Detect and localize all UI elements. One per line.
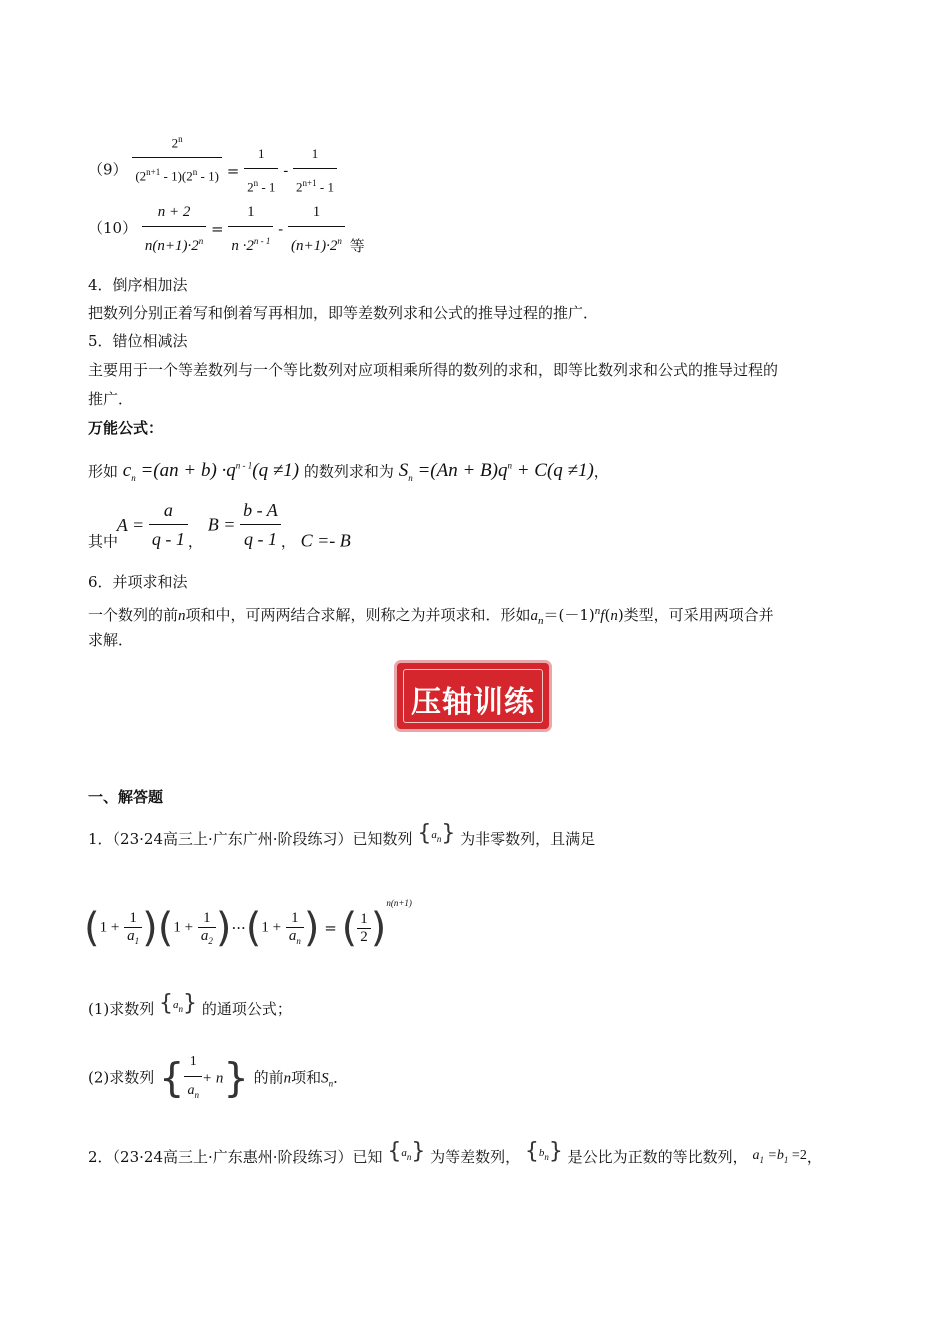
q1-p2-den: a xyxy=(187,1083,195,1098)
q1-p1-a: (1)求数列 xyxy=(88,1000,155,1018)
question-2-intro: 2．（23·24高三上·广东惠州·阶段练习）已知 {$^a_n$} 为等差数列， {$^b_n$} 是公比为正数的等比数列， $a_1 =b_1 =2$， xyxy=(88,1139,822,1166)
q1-intro-a: 1．（23·24高三上·广东广州·阶段练习）已知数列 xyxy=(88,830,413,848)
q1-a2: a xyxy=(200,928,209,944)
q1-p2-frac xyxy=(184,1048,202,1109)
q1-p2-num: 1 xyxy=(184,1048,202,1077)
q1-p2-sn-sub: n xyxy=(328,1078,334,1089)
f10-r2-den: (n+1)·2 xyxy=(291,238,338,254)
q2-bn: b xyxy=(538,1147,545,1159)
s6-f: f xyxy=(600,608,605,624)
q1-factor1-frac xyxy=(124,910,142,946)
f9-den-b: - 1)(2 xyxy=(160,168,193,184)
f10-den-sup: n xyxy=(198,236,204,246)
q1-factor2-frac xyxy=(198,910,216,946)
universal-mid: 的数列求和为 xyxy=(303,462,394,481)
q1-an2-sub: n xyxy=(296,936,301,946)
universal-expr1-sup: n - 1 xyxy=(235,461,253,471)
s6-part-e: )类型，可采用两项合并 xyxy=(617,606,774,624)
s6-an-sub: n xyxy=(538,615,544,627)
question-1-part-2: (2)求数列 { $\frac{1}{a_n}$ + n} 的前n项和$S_n$． xyxy=(88,1048,348,1109)
f9-den-a: (2 xyxy=(135,168,147,184)
f9-den-b-sup: n xyxy=(192,167,198,178)
where-sep-2: ， xyxy=(280,532,296,551)
f10-r1-num: 1 xyxy=(228,198,273,227)
universal-comma: ， xyxy=(593,462,609,481)
f10-num: n + 2 xyxy=(142,198,206,227)
formula-9-term1 xyxy=(244,140,278,201)
universal-expr2: =(An + B)q xyxy=(412,460,508,482)
where-sep-1: ， xyxy=(187,532,203,551)
formula-10-lhs xyxy=(142,198,206,260)
section-4-title: 4．倒序相加法 xyxy=(88,276,188,294)
universal-expr1-tail: (q ≠1) xyxy=(252,460,300,482)
f9-r2-den-sup: n+1 xyxy=(302,178,317,188)
q1-p1-b: 的通项公式； xyxy=(201,1000,292,1018)
q1-a2-sub: 2 xyxy=(208,936,213,946)
q2-an: a xyxy=(401,1147,407,1159)
section-6-body-line1 xyxy=(88,597,774,635)
q1-equals: = xyxy=(324,919,337,937)
q2-cond-a: a xyxy=(752,1148,760,1163)
q1-an-sub: n xyxy=(436,834,442,844)
q1-p1-an: a xyxy=(173,999,179,1011)
universal-expr2-tail: + C(q ≠1) xyxy=(511,460,594,482)
f10-equals: = xyxy=(211,220,224,238)
where-a-num: a xyxy=(149,496,188,525)
f10-tail: 等 xyxy=(349,237,365,255)
where-b-num: b - A xyxy=(240,496,281,525)
q1-factor3-frac xyxy=(286,910,304,946)
q1-factor3-one: 1 + xyxy=(261,919,282,936)
where-b-den: q - 1 xyxy=(243,529,277,549)
q1-an2: a xyxy=(288,928,297,944)
formula-10-term2 xyxy=(288,198,345,260)
universal-sn: S xyxy=(398,460,409,482)
f10-minus: - xyxy=(278,220,284,238)
universal-expr2-sup: n xyxy=(507,461,512,471)
q1-f3-num: 1 xyxy=(286,910,304,928)
q1-a1: a xyxy=(127,928,135,944)
q1-p2-sn: S xyxy=(321,1070,329,1087)
f10-r1-den-sup: n - 1 xyxy=(253,236,271,246)
f9-den-a-sup: n+1 xyxy=(146,167,161,178)
q1-p2-end: ． xyxy=(333,1068,349,1087)
formula-9 xyxy=(88,133,337,201)
universal-cn-sub: n xyxy=(131,473,136,484)
q1-factor1-one: 1 + xyxy=(99,919,120,936)
f9-num-sup: n xyxy=(178,133,183,144)
where-b-label: B = xyxy=(207,514,236,535)
s6-part-b: 项和中，可两两结合求解，则称之为并项求和．形如 xyxy=(185,606,531,624)
q1-factor2-one: 1 + xyxy=(173,919,194,936)
section-5-body-line1: 主要用于一个等差数列与一个等比数列对应项相乘所得的数列的求和，即等比数列求和公式的推导过程的 xyxy=(88,361,779,379)
where-prefix: 其中 xyxy=(88,532,119,551)
q1-p2-n: n xyxy=(283,1070,292,1087)
q1-f1-num: 1 xyxy=(124,910,142,928)
f9-r1-den-tail: - 1 xyxy=(258,179,276,195)
q1-p2-a: (2)求数列 xyxy=(88,1068,155,1087)
s6-part-c: ＝(－1) xyxy=(543,606,595,624)
formula-10-label: （10） xyxy=(88,219,138,237)
q1-f2-num: 1 xyxy=(198,910,216,928)
q2-cond-sub2: 1 xyxy=(783,1154,789,1165)
where-a-den: q - 1 xyxy=(151,529,185,549)
s6-part-d: ( xyxy=(604,606,611,624)
f9-r2-den-tail: - 1 xyxy=(316,179,334,195)
question-1-intro: 1．（23·24高三上·广东广州·阶段练习）已知数列 {$^a_n$} 为非零数列，且满足 xyxy=(88,821,596,848)
universal-formula-line xyxy=(88,452,609,492)
section-banner xyxy=(397,663,549,729)
q1-p2-plus: + n xyxy=(201,1070,224,1087)
where-c: C =- B xyxy=(300,530,351,551)
f9-r2-num: 1 xyxy=(293,140,337,169)
f10-r2-num: 1 xyxy=(288,198,345,227)
f9-minus: - xyxy=(283,161,289,180)
formula-9-lhs xyxy=(132,125,222,191)
universal-sn-sub: n xyxy=(408,473,413,484)
universal-cn: c xyxy=(122,460,132,482)
f10-r2-den-sup: n xyxy=(337,236,342,246)
section-6-title: 6．并项求和法 xyxy=(88,573,188,591)
f9-r1-den-sup: n xyxy=(253,178,259,188)
section-6-body-line2: 求解． xyxy=(88,631,134,649)
question-1-equation: (1 + $\frac{1}{a_1}$ )(1 + $\frac{1}{a_2}$ )···(1 + $\frac{1}{a_n}$ ) = ( $\frac{1}{2}$ )$^{n(n+1)}$ xyxy=(84,898,412,951)
section-5-body-line2: 推广． xyxy=(88,390,134,408)
q1-an: a xyxy=(431,829,437,841)
exercise-heading: 一、解答题 xyxy=(88,788,164,806)
q1-intro-b: 为非零数列，且满足 xyxy=(460,830,596,848)
s6-an: a xyxy=(530,608,539,624)
q1-exponent: n(n+1) xyxy=(386,898,412,908)
where-a-label: A = xyxy=(116,514,145,535)
universal-formula-title: 万能公式： xyxy=(88,419,164,437)
q1-half-den: 2 xyxy=(360,928,368,945)
formula-9-term2 xyxy=(293,140,337,201)
section-5-title: 5．错位相减法 xyxy=(88,332,188,350)
where-b-frac xyxy=(240,496,281,553)
s6-n: n xyxy=(178,608,186,624)
f9-r1-den: 2 xyxy=(247,179,254,195)
q2-intro-a: 2．（23·24高三上·广东惠州·阶段练习）已知 xyxy=(88,1148,383,1166)
q2-an-sub: n xyxy=(406,1152,412,1162)
banner-text: 压轴训练 xyxy=(411,685,535,720)
s6-part-a: 一个数列的前 xyxy=(88,606,179,624)
f10-den: n(n+1)·2 xyxy=(144,238,199,254)
s6-n2: n xyxy=(610,608,618,624)
q1-p1-an-sub: n xyxy=(178,1004,184,1014)
formula-10 xyxy=(88,198,365,260)
s6-sup: n xyxy=(594,605,601,617)
q2-intro-b: 为等差数列， xyxy=(430,1148,521,1166)
f10-r1-den: n ·2 xyxy=(231,238,254,254)
q1-p2-b: 的前 xyxy=(253,1068,284,1087)
universal-expr1: =(an + b) ·q xyxy=(135,460,236,482)
q1-p2-c: 项和 xyxy=(291,1068,322,1087)
where-a-frac xyxy=(149,496,188,553)
q1-half xyxy=(357,911,371,946)
question-1-part-1: (1)求数列 {$^a_n$} 的通项公式； xyxy=(88,991,292,1018)
f9-den-c: - 1) xyxy=(197,168,219,184)
q2-cond-tail: =2 xyxy=(788,1148,807,1163)
q1-a1-sub: 1 xyxy=(134,936,140,946)
f9-num: 2 xyxy=(171,135,179,151)
q1-p2-den-sub: n xyxy=(194,1089,199,1100)
where-line xyxy=(88,496,351,556)
q2-cond-mid: =b xyxy=(763,1148,784,1163)
f9-r1-num: 1 xyxy=(244,140,278,169)
q2-intro-c: 是公比为正数的等比数列， xyxy=(567,1148,748,1166)
f9-equals: = xyxy=(226,161,240,180)
universal-prefix: 形如 xyxy=(88,462,119,481)
q2-cond-sub1: 1 xyxy=(759,1154,764,1165)
section-4-body: 把数列分别正着写和倒着写再相加，即等差数列求和公式的推导过程的推广． xyxy=(88,304,599,322)
q1-dots: ··· xyxy=(231,919,246,937)
q2-bn-sub: n xyxy=(544,1152,549,1162)
q1-half-num: 1 xyxy=(357,911,371,929)
f9-r2-den: 2 xyxy=(296,179,303,195)
formula-10-term1 xyxy=(228,198,273,260)
q2-comma: ， xyxy=(806,1148,822,1166)
formula-9-label: （9） xyxy=(88,160,128,179)
